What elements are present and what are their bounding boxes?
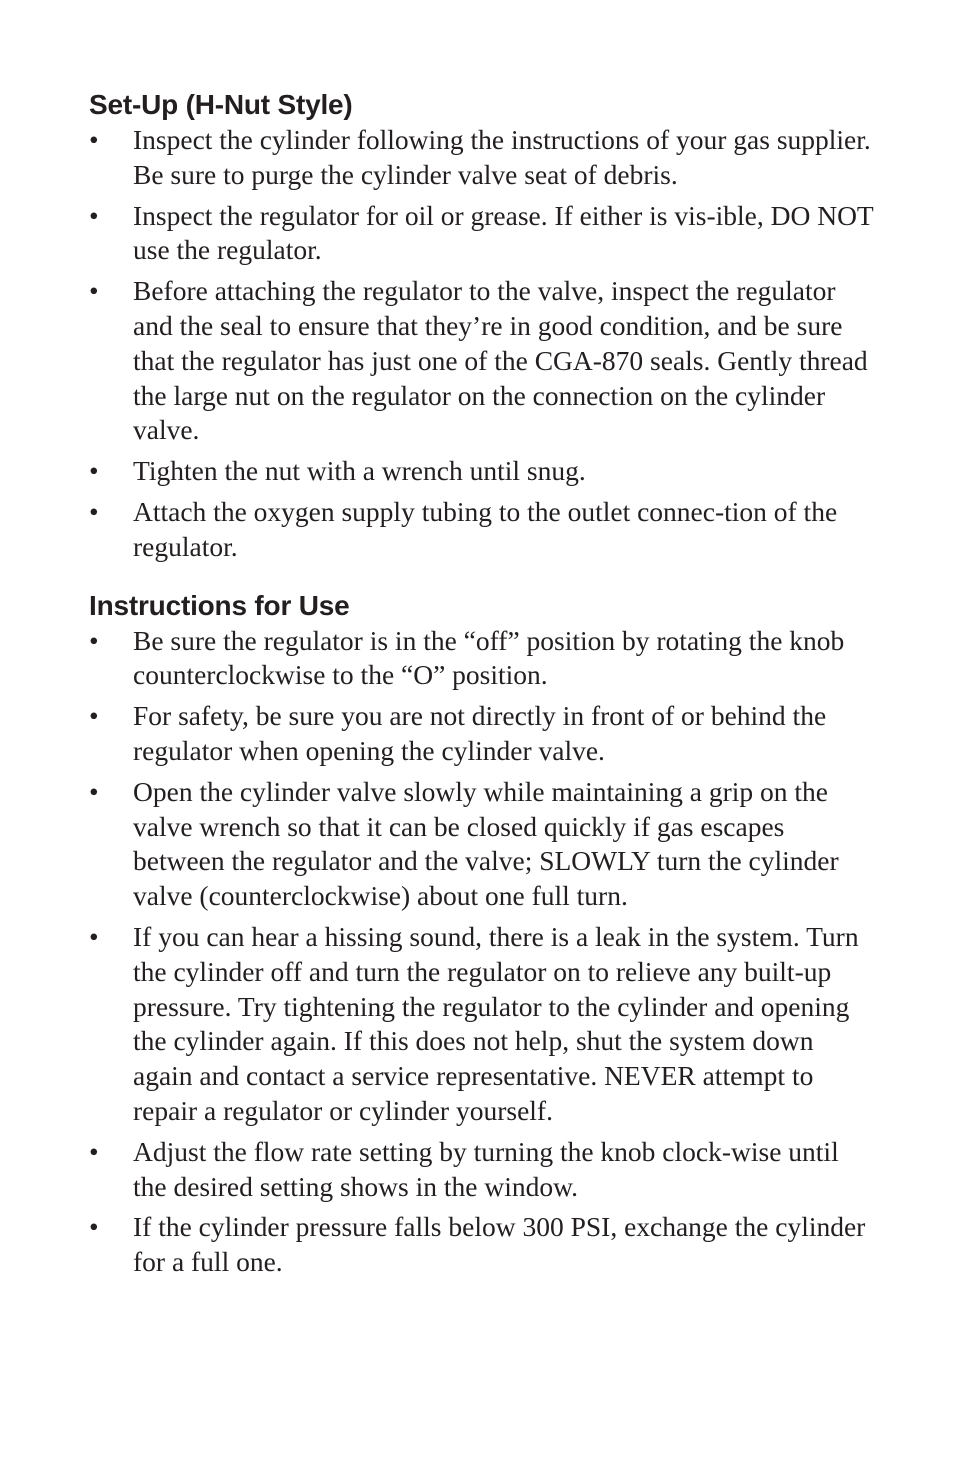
list-item [89, 775, 879, 914]
bullet-icon: • [89, 199, 99, 231]
list-item [89, 123, 879, 193]
instructions-section [89, 589, 879, 1280]
list-item [89, 274, 879, 448]
list-item [89, 495, 879, 565]
setup-section [89, 88, 879, 565]
list-item-text: If the cylinder pressure falls below 300 PSI, exchange the cylinder for a full one. [133, 1211, 866, 1278]
bullet-icon: • [89, 495, 99, 527]
list-item [89, 624, 879, 694]
list-item [89, 699, 879, 769]
section-heading: Set-Up (H-Nut Style) [89, 89, 353, 120]
list-item-text: If you can hear a hissing sound, there is a leak in the system. Turn the cylinder off and turn the regulator on to relieve any built-up pressure. Try tightening the regulator to the cylinder and opening the cylinder again. If this does not help, shut the system down again and contact a service representative. NEVER attempt to repair a regulator or cylinder yourself. [133, 920, 859, 1126]
list-item-text: Inspect the regulator for oil or grease. If either is vis-ible, DO NOT use the regulator. [133, 199, 874, 266]
bullet-icon: • [89, 275, 99, 307]
list-item [89, 920, 879, 1129]
list-item-text: Attach the oxygen supply tubing to the outlet connec-tion of the regulator. [133, 495, 838, 562]
section-heading: Instructions for Use [89, 589, 350, 621]
list-item-text: Tighten the nut with a wrench until snug. [133, 455, 586, 487]
list-item [89, 1135, 879, 1205]
bullet-list [89, 624, 879, 1280]
list-item-text: Before attaching the regulator to the valve, inspect the regulator and the seal to ensure that they’re in good condition, and be sure that the regulator has just one of the CGA-870 seals. Gently thread the large nut on the regulator on the connection on the cylinder valve. [133, 275, 868, 446]
document-page [89, 88, 879, 1280]
bullet-icon: • [89, 920, 99, 952]
bullet-icon: • [89, 1211, 99, 1243]
list-item-text: For safety, be sure you are not directly in front of or behind the regulator when opening the cylinder valve. [133, 700, 827, 766]
list-item-text: Open the cylinder valve slowly while maintaining a grip on the valve wrench so that it can be closed quickly if gas escapes between the regulator and the valve; SLOWLY turn the cylinder valve (counterclockwise) about one full turn. [133, 775, 839, 912]
bullet-icon: • [89, 124, 99, 155]
bullet-icon: • [89, 624, 99, 656]
list-item-text: Be sure the regulator is in the “off” position by rotating the knob counterclockwise to the “O” position. [133, 624, 845, 691]
list-item [89, 199, 879, 269]
list-item-text: Adjust the flow rate setting by turning the knob clock-wise until the desired setting shows in the window. [133, 1135, 839, 1202]
list-item [89, 1210, 879, 1280]
bullet-icon: • [89, 1135, 99, 1167]
list-item-text: Inspect the cylinder following the instructions of your gas supplier. Be sure to purge the cylinder valve seat of debris. [133, 124, 871, 190]
bullet-icon: • [89, 700, 99, 732]
bullet-icon: • [89, 775, 99, 807]
list-item [89, 454, 879, 489]
bullet-list [89, 123, 879, 565]
bullet-icon: • [89, 455, 99, 487]
